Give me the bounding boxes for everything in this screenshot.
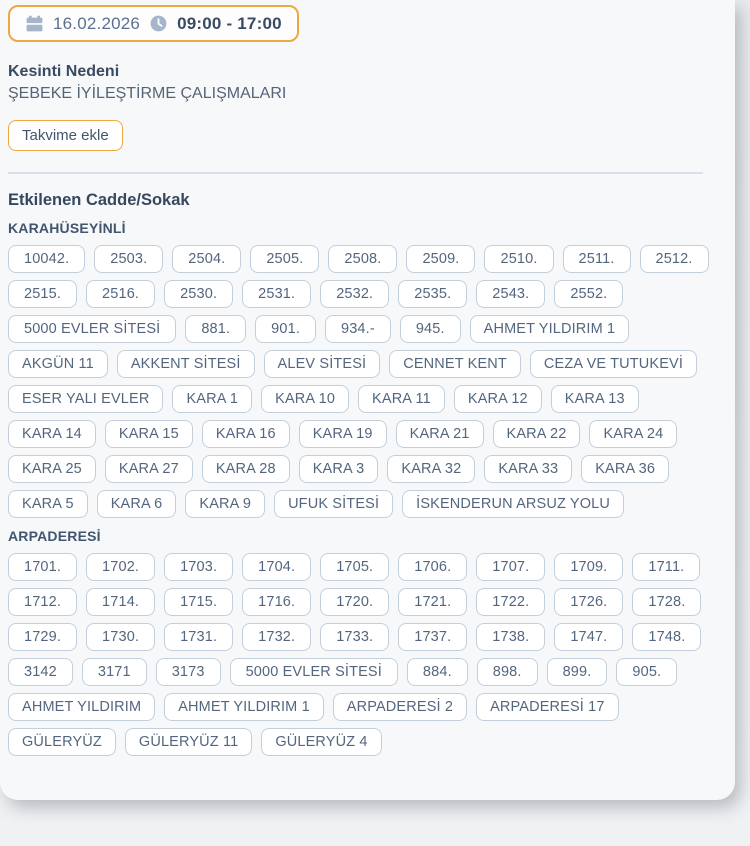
street-chip: 2515.	[8, 280, 77, 308]
street-chip: AKKENT SİTESİ	[117, 350, 255, 378]
street-chip: ESER YALI EVLER	[8, 385, 163, 413]
street-chip: 2510.	[484, 245, 553, 273]
street-chip: GÜLERYÜZ 4	[261, 728, 381, 756]
street-chip: KARA 14	[8, 420, 96, 448]
street-chip: 1704.	[242, 553, 311, 581]
street-chip: KARA 9	[185, 490, 265, 518]
street-chip: KARA 25	[8, 455, 96, 483]
clock-icon	[149, 14, 168, 33]
street-group	[8, 220, 715, 518]
affected-streets-title: Etkilenen Cadde/Sokak	[8, 191, 190, 209]
street-chip: İSKENDERUN ARSUZ YOLU	[402, 490, 624, 518]
street-chip: KARA 22	[493, 420, 581, 448]
street-chip: 1731.	[164, 623, 233, 651]
street-chip: KARA 36	[581, 455, 669, 483]
street-chip: 905.	[616, 658, 677, 686]
street-chip: 1707.	[476, 553, 545, 581]
street-chip: CENNET KENT	[389, 350, 521, 378]
street-chip: 2531.	[242, 280, 311, 308]
street-chip: 1702.	[86, 553, 155, 581]
street-chip: 2516.	[86, 280, 155, 308]
street-chip: 2512.	[640, 245, 709, 273]
street-chip: KARA 15	[105, 420, 193, 448]
calendar-icon	[25, 14, 44, 33]
street-chip: 1728.	[632, 588, 701, 616]
street-chip-list	[8, 553, 715, 756]
street-chip: GÜLERYÜZ 11	[125, 728, 252, 756]
street-chip: ARPADERESİ 17	[476, 693, 619, 721]
street-chip: 1747.	[554, 623, 623, 651]
street-chip: 2543.	[476, 280, 545, 308]
street-chip: AHMET YILDIRIM 1	[164, 693, 324, 721]
street-chip: 899.	[547, 658, 608, 686]
street-chip: 1714.	[86, 588, 155, 616]
street-chip: 2532.	[320, 280, 389, 308]
street-chip: AHMET YILDIRIM	[8, 693, 155, 721]
street-chip: 1705.	[320, 553, 389, 581]
street-chip: CEZA VE TUTUKEVİ	[530, 350, 697, 378]
street-chip: KARA 21	[396, 420, 484, 448]
street-chip: 2505.	[250, 245, 319, 273]
street-chip: KARA 32	[387, 455, 475, 483]
street-chip: 1703.	[164, 553, 233, 581]
street-chip: 1712.	[8, 588, 77, 616]
street-chip: KARA 12	[454, 385, 542, 413]
street-chip: 1733.	[320, 623, 389, 651]
street-chip: 1709.	[554, 553, 623, 581]
street-chip: 901.	[255, 315, 316, 343]
street-chip: 2508.	[328, 245, 397, 273]
street-chip: 1730.	[86, 623, 155, 651]
street-chip: KARA 5	[8, 490, 88, 518]
street-chip: KARA 1	[172, 385, 252, 413]
street-chip: 1729.	[8, 623, 77, 651]
street-chip: KARA 11	[358, 385, 445, 413]
street-group-name: ARPADERESİ	[8, 528, 101, 544]
street-chip: 3173	[156, 658, 221, 686]
street-chip: KARA 10	[261, 385, 349, 413]
street-chip: 1722.	[476, 588, 545, 616]
street-chip: KARA 27	[105, 455, 193, 483]
street-chip: KARA 13	[551, 385, 639, 413]
street-chip: ARPADERESİ 2	[333, 693, 467, 721]
street-chip: 5000 EVLER SİTESİ	[8, 315, 176, 343]
street-chip: 1738.	[476, 623, 545, 651]
street-chip: 1732.	[242, 623, 311, 651]
street-chip: 1720.	[320, 588, 389, 616]
street-chip: 2509.	[406, 245, 475, 273]
street-chip: AKGÜN 11	[8, 350, 108, 378]
street-chip: KARA 28	[202, 455, 290, 483]
outage-date: 16.02.2026	[53, 13, 141, 33]
street-group-name: KARAHÜSEYİNLİ	[8, 220, 126, 236]
street-chip: KARA 16	[202, 420, 290, 448]
street-chip: 2511.	[563, 245, 631, 273]
street-chip: 10042.	[8, 245, 85, 273]
street-chip: ALEV SİTESİ	[264, 350, 381, 378]
street-chip: 884.	[407, 658, 468, 686]
street-chip: 1711.	[632, 553, 700, 581]
street-chip: 898.	[477, 658, 538, 686]
street-chip: 1716.	[242, 588, 311, 616]
street-chip-list	[8, 245, 715, 518]
section-divider	[8, 172, 703, 174]
street-chip: KARA 33	[484, 455, 572, 483]
street-chip: UFUK SİTESİ	[274, 490, 393, 518]
street-chip: 1701.	[8, 553, 77, 581]
street-chip: 2503.	[94, 245, 163, 273]
street-chip: GÜLERYÜZ	[8, 728, 116, 756]
street-chip: 3142	[8, 658, 73, 686]
street-chip: 5000 EVLER SİTESİ	[230, 658, 398, 686]
street-groups	[8, 220, 715, 756]
street-chip: 1737.	[398, 623, 467, 651]
street-chip: KARA 6	[97, 490, 177, 518]
street-chip: 1726.	[554, 588, 623, 616]
street-chip: 1748.	[632, 623, 701, 651]
street-chip: 2530.	[164, 280, 233, 308]
street-chip: 934.-	[325, 315, 391, 343]
street-chip: 2552.	[554, 280, 623, 308]
street-chip: 945.	[400, 315, 461, 343]
street-group	[8, 528, 715, 756]
street-chip: 2504.	[172, 245, 241, 273]
street-chip: 3171	[82, 658, 147, 686]
street-chip: 1706.	[398, 553, 467, 581]
street-chip: AHMET YILDIRIM 1	[470, 315, 630, 343]
street-chip: 881.	[185, 315, 246, 343]
outage-time-range: 09:00 - 17:00	[177, 13, 282, 33]
add-to-calendar-button[interactable]: Takvime ekle	[8, 120, 123, 151]
street-chip: 1721.	[398, 588, 467, 616]
street-chip: 1715.	[164, 588, 233, 616]
outage-reason-text: ŞEBEKE İYİLEŞTİRME ÇALIŞMALARI	[8, 85, 287, 102]
street-chip: KARA 24	[589, 420, 677, 448]
outage-reason-label: Kesinti Nedeni	[8, 63, 120, 80]
datetime-badge	[8, 5, 299, 42]
street-chip: KARA 19	[299, 420, 387, 448]
street-chip: 2535.	[398, 280, 467, 308]
street-chip: KARA 3	[299, 455, 379, 483]
